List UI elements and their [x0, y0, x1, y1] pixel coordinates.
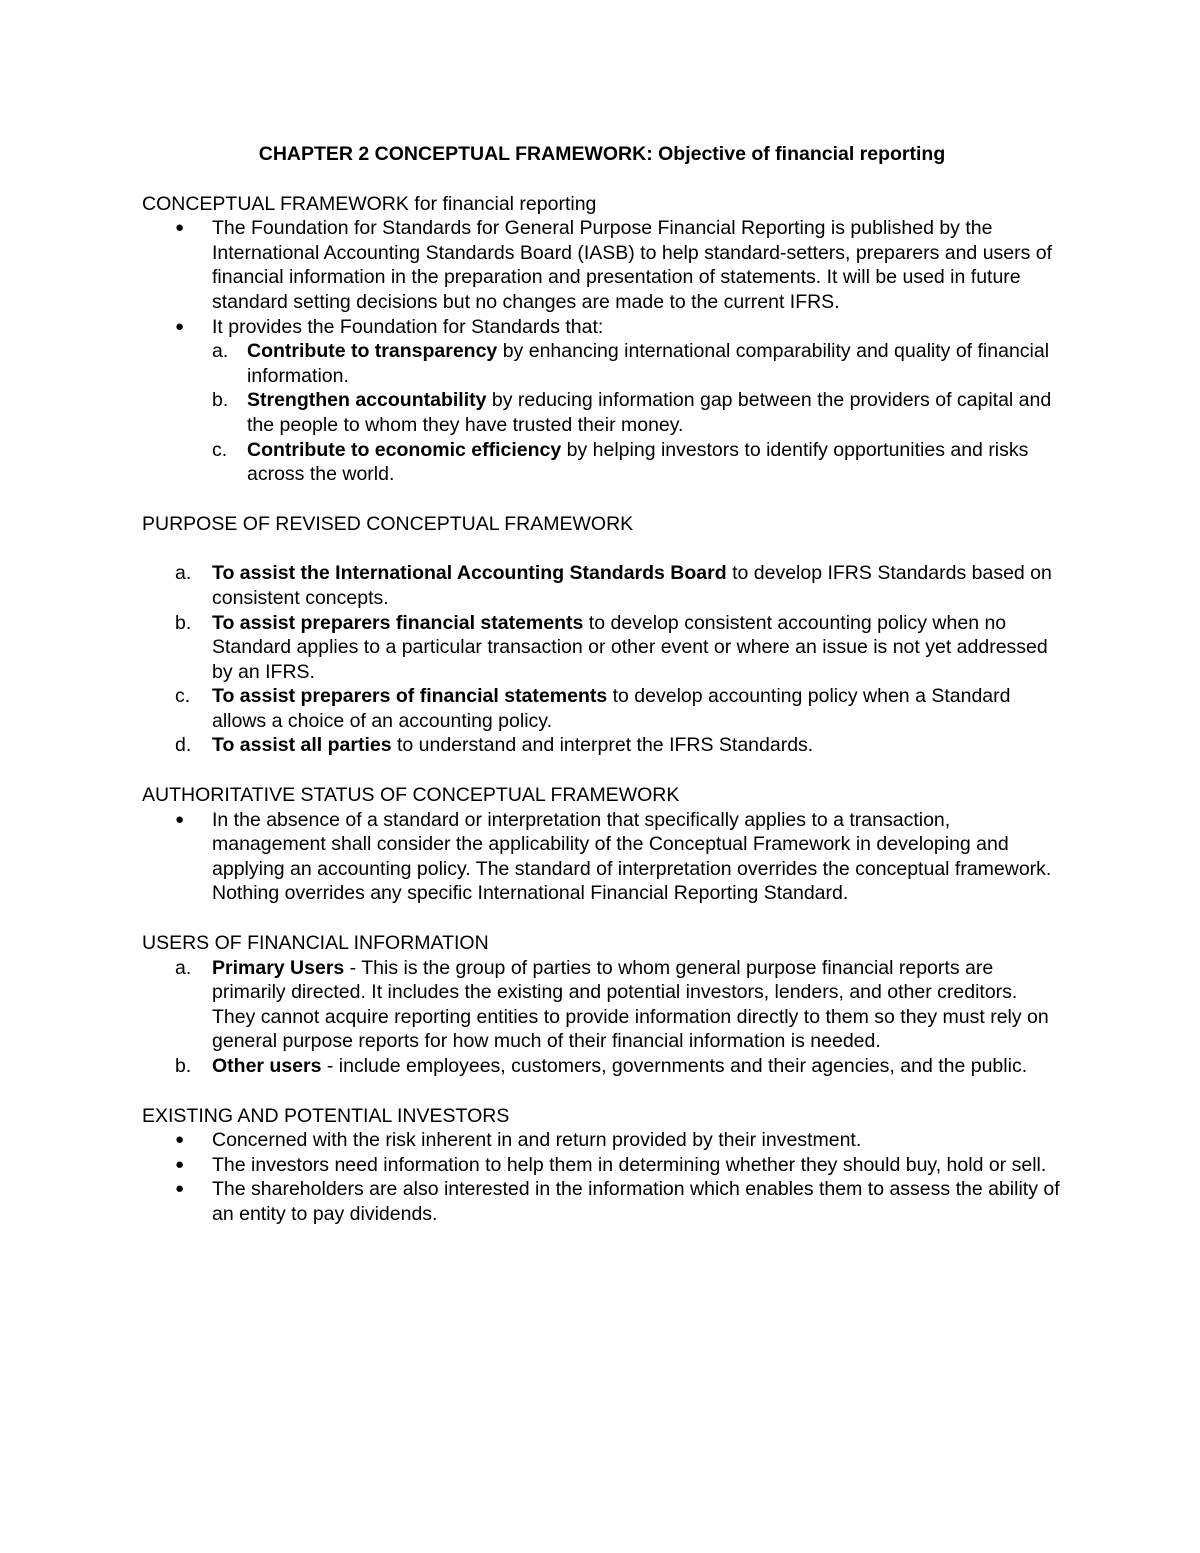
- lettered-list: [142, 561, 1062, 758]
- list-item-emphasis: To assist all parties: [212, 734, 392, 757]
- list-item: [142, 956, 1062, 1054]
- section-heading: AUTHORITATIVE STATUS OF CONCEPTUAL FRAMEWORK: [142, 784, 680, 807]
- list-item: [142, 388, 1062, 437]
- list-item: [142, 438, 1062, 487]
- list-item: [142, 1153, 1062, 1178]
- bullet-icon: ●: [175, 810, 185, 828]
- list-item: [142, 1054, 1062, 1079]
- list-marker: b.: [175, 1055, 192, 1077]
- list-item-emphasis: To assist preparers of financial statements: [212, 685, 608, 708]
- list-item: [142, 339, 1062, 388]
- list-item-text: by enhancing international comparability and quality of financial information.: [247, 340, 1050, 387]
- list-item-text: to develop accounting policy when a Standard allows a choice of an accounting policy.: [212, 685, 1011, 732]
- spacer: [142, 536, 1062, 561]
- bullet-list: [142, 216, 1062, 339]
- section-heading: USERS OF FINANCIAL INFORMATION: [142, 932, 489, 955]
- list-item: [142, 1177, 1062, 1226]
- list-item-text: to develop IFRS Standards based on consistent concepts.: [212, 562, 1052, 609]
- bullet-list: [142, 1128, 1062, 1226]
- bullet-icon: ●: [175, 1180, 185, 1198]
- list-item-emphasis: Other users: [212, 1055, 322, 1077]
- list-item-text: - This is the group of parties to whom general purpose financial reports are primarily directed. It includes the existing and potential investors, lenders, and other creditors. They cannot acquire reporting entities to provide information directly to them so they must rely on general purpose reports for how much of their financial information is needed.: [212, 956, 1049, 1053]
- list-item-emphasis: Strengthen accountability: [247, 389, 487, 412]
- section-users: [142, 931, 1062, 1079]
- list-item-emphasis: Primary Users: [212, 956, 345, 979]
- list-marker: c.: [212, 438, 228, 461]
- list-item-emphasis: Contribute to economic efficiency: [247, 438, 562, 461]
- list-item: [142, 216, 1062, 314]
- bullet-icon: ●: [175, 317, 185, 335]
- document-title: CHAPTER 2 CONCEPTUAL FRAMEWORK: Objective of financial reporting: [258, 143, 946, 165]
- section-purpose: [142, 512, 1062, 758]
- bullet-icon: ●: [175, 1131, 185, 1149]
- bullet-icon: ●: [175, 219, 185, 237]
- list-item-text: It provides the Foundation for Standards that:: [212, 315, 604, 338]
- list-marker: c.: [175, 685, 191, 708]
- list-item-text: The Foundation for Standards for General Purpose Financial Reporting is published by the International Accounting Standards Board (IASB) to help standard-setters, preparers and users of financial information in the preparation and presentation of statements. It will be used in future standard setting decisions but no changes are made to the current IFRS.: [212, 217, 1053, 313]
- list-item: [142, 561, 1062, 610]
- list-item-text: - include employees, customers, governments and their agencies, and the public.: [321, 1055, 1028, 1077]
- list-marker: a.: [175, 956, 192, 979]
- section-heading: PURPOSE OF REVISED CONCEPTUAL FRAMEWORK: [142, 512, 634, 535]
- list-item-text: by helping investors to identify opportunities and risks across the world.: [247, 438, 1029, 486]
- list-marker: a.: [212, 340, 229, 363]
- list-item-text: Concerned with the risk inherent in and return provided by their investment.: [212, 1129, 862, 1152]
- bullet-icon: ●: [175, 1155, 185, 1173]
- list-marker: b.: [175, 611, 192, 634]
- list-item-text: to develop consistent accounting policy when no Standard applies to a particular transaction or other event or where an issue is not yet addressed by an IFRS.: [212, 611, 1048, 683]
- section-heading: CONCEPTUAL FRAMEWORK for financial reporting: [142, 192, 597, 215]
- list-item-emphasis: To assist preparers financial statements: [212, 611, 584, 634]
- section-conceptual-framework: [142, 192, 1062, 487]
- list-item-emphasis: To assist the International Accounting Standards Board: [212, 562, 727, 585]
- document-page: [142, 142, 1062, 1252]
- list-item: [142, 684, 1062, 733]
- list-item-text: In the absence of a standard or interpretation that specifically applies to a transaction, management shall consider the applicability of the Conceptual Framework in developing and applying an accounting policy. The standard of interpretation overrides the conceptual framework. Nothing overrides any specific International Financial Reporting Standard.: [212, 808, 1052, 905]
- list-item: [142, 733, 1062, 758]
- list-item: [142, 611, 1062, 685]
- list-item-text: to understand and interpret the IFRS Standards.: [391, 734, 814, 757]
- list-item: [142, 808, 1062, 906]
- list-item-text: The shareholders are also interested in the information which enables them to assess the ability of an entity to pay dividends.: [212, 1178, 1060, 1225]
- list-item: [142, 1128, 1062, 1153]
- bullet-list: [142, 808, 1062, 906]
- list-item-emphasis: Contribute to transparency: [247, 340, 498, 363]
- list-marker: b.: [212, 389, 229, 412]
- list-item: [142, 315, 1062, 340]
- lettered-list: [142, 956, 1062, 1079]
- list-item-text: The investors need information to help them in determining whether they should buy, hold or sell.: [212, 1153, 1047, 1176]
- list-marker: d.: [175, 734, 192, 757]
- section-heading: EXISTING AND POTENTIAL INVESTORS: [142, 1104, 510, 1127]
- lettered-list: [142, 339, 1062, 487]
- section-investors: [142, 1104, 1062, 1227]
- section-authoritative-status: [142, 783, 1062, 906]
- list-item-text: by reducing information gap between the providers of capital and the people to whom they have trusted their money.: [247, 389, 1052, 436]
- list-marker: a.: [175, 562, 192, 585]
